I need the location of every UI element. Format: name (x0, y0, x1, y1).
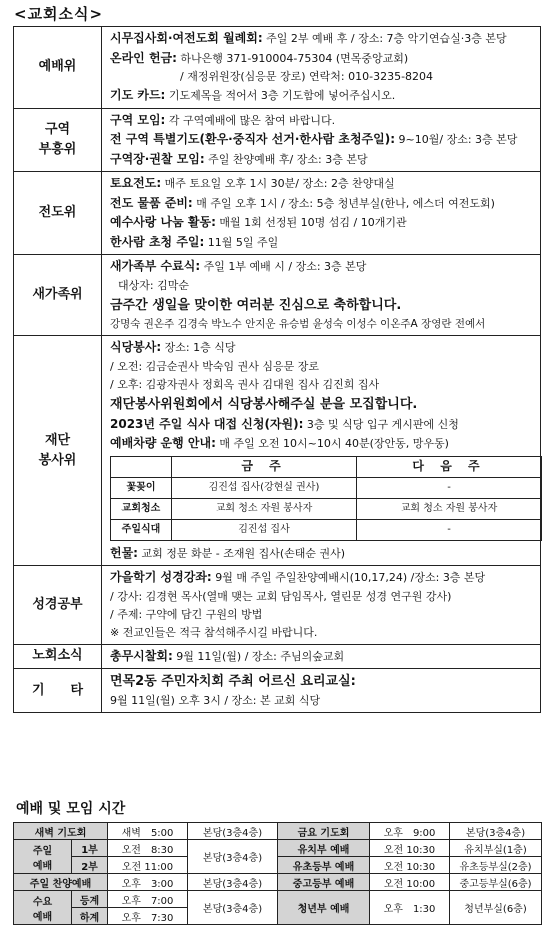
item-text: 9월 11일(월) 오후 3시 / 장소: 본 교회 식당 (110, 694, 321, 708)
item-text: 9월 매 주일 주일찬양예배시(10,17,24) /장소: 3층 본당 (211, 571, 486, 585)
category-label: 전도위 (14, 172, 102, 255)
service-time: 오전 11:00 (108, 857, 188, 874)
service-label-line: 수요 (32, 896, 53, 908)
service-label (14, 840, 72, 874)
category-label: 성경공부 (14, 566, 102, 644)
duty-table (110, 456, 542, 541)
duty-this: 교회 청소 자원 봉사자 (172, 498, 357, 519)
item-text: 장소: 1층 식당 (161, 341, 236, 355)
item-text: 매 주일 오전 10시~10시 40분(장안동, 망우동) (215, 437, 449, 451)
service-label: 중고등부 예배 (278, 874, 370, 891)
birthday-names: 강명숙 권온주 김경숙 박노수 안지운 유승범 윤성숙 이성수 이온주A 장영란 전예서 (110, 318, 486, 331)
birthday-heading: 금주간 생일을 맞이한 여러분 진심으로 축하합니다. (110, 297, 402, 313)
newfamily-content (102, 255, 541, 336)
service-sublabel: 하계 (72, 908, 108, 925)
item-text: / 오전: 김금순권사 박숙임 권사 심응문 장로 (110, 359, 320, 373)
evangelism-row (14, 172, 541, 255)
recruit-notice: 재단봉사위원회에서 식당봉사해주실 분을 모집합니다. (110, 396, 418, 412)
duty-label: 꽃꽂이 (111, 477, 172, 498)
service-place: 본당(3층4층) (188, 823, 278, 840)
service-label: 청년부 예배 (278, 891, 370, 925)
category-label-line: 부흥위 (38, 141, 77, 157)
duty-row (111, 477, 542, 498)
service-label-line: 주일 (32, 845, 53, 857)
item-title: 헌물: (110, 545, 138, 560)
service-time: 오후 1:30 (370, 891, 450, 925)
item-title: 구역장·권찰 모임: (110, 151, 205, 166)
duty-next: - (357, 519, 542, 540)
service-label: 금요 기도회 (278, 823, 370, 840)
item-title: 구역 모임: (110, 112, 166, 127)
item-title: 한사람 초청 주일: (110, 234, 205, 249)
service-place: 유치부실(1층) (450, 840, 542, 857)
service-place: 본당(3층4층) (188, 840, 278, 874)
item-text: 9~10월/ 장소: 3층 본당 (395, 133, 518, 147)
service-row (14, 823, 542, 840)
senior-content (102, 644, 541, 669)
item-title: 새가족부 수료식: (110, 259, 201, 274)
service-row (14, 874, 542, 891)
service-row (14, 857, 542, 874)
category-label-line: 재단 (44, 432, 71, 448)
service-time: 오후 3:00 (108, 874, 188, 891)
category-label: 예배위 (14, 27, 102, 109)
item-title: 온라인 헌금: (110, 50, 177, 65)
service-time: 오전 10:30 (370, 840, 450, 857)
page-title: <교회소식> (14, 5, 104, 23)
service-time: 오전 8:30 (108, 840, 188, 857)
category-label-line: 봉사위 (38, 452, 77, 468)
category-label-line: 구역 (44, 121, 71, 137)
duty-row (111, 519, 542, 540)
duty-header-row (111, 456, 542, 477)
item-text: 매주 토요일 오후 1시 30분/ 장소: 2층 찬양대실 (161, 177, 395, 191)
duty-next: 교회 청소 자원 봉사자 (357, 498, 542, 519)
worship-row (14, 27, 541, 109)
item-title: 면목2동 주민자치회 주최 어르신 요리교실: (110, 674, 356, 690)
category-label: 노회소식 (14, 644, 102, 669)
services-title: 예배 및 모임 시간 (16, 801, 126, 817)
item-text: 주일 찬양예배 후/ 장소: 3층 본당 (204, 152, 368, 166)
item-text: 매월 1회 선정된 10명 섬김 / 10개기관 (215, 216, 407, 230)
service-place: 청년부실(6층) (450, 891, 542, 925)
item-title: 2023년 주일 식사 대접 신청(자원): (110, 416, 304, 431)
service-label: 주일 찬양예배 (14, 874, 108, 891)
service-time: 오전 10:00 (370, 874, 450, 891)
item-title: 전도 물품 준비: (110, 195, 193, 210)
duty-label: 교회청소 (111, 498, 172, 519)
service-time: 오후 7:30 (108, 908, 188, 925)
item-text: 하나은행 371-910004-75304 (면목중앙교회) (176, 51, 409, 65)
service-place: 본당(3층4층) (450, 823, 542, 840)
duty-corner (111, 456, 172, 477)
item-text: ※ 전교인들은 적극 참석해주시길 바랍니다. (110, 625, 318, 639)
service-label: 유초등부 예배 (278, 857, 370, 874)
item-text: 9월 11일(월) / 장소: 주님의숲교회 (172, 649, 345, 663)
service-sublabel: 1부 (72, 840, 108, 857)
duty-this: 김진섭 집사(강현실 권사) (172, 477, 357, 498)
district-content (102, 108, 541, 172)
item-title: 예수사랑 나눔 활동: (110, 215, 216, 230)
item-title: 시무집사회·여전도회 월례회: (110, 31, 263, 45)
service-label: 유치부 예배 (278, 840, 370, 857)
item-text: 3층 및 식당 입구 게시판에 신청 (303, 417, 459, 431)
service-place: 중고등부실(6층) (450, 874, 542, 891)
service-row (14, 891, 542, 908)
service-label-line: 예배 (32, 911, 53, 923)
service-sublabel: 등계 (72, 891, 108, 908)
item-title: 예배차량 운행 안내: (110, 436, 216, 451)
item-text: / 오후: 김광자권사 정회옥 권사 김대원 집사 김진희 집사 (110, 377, 380, 391)
services-table (13, 822, 542, 925)
church-news-table (13, 26, 541, 713)
item-text: / 주제: 구약에 담긴 구원의 방법 (110, 607, 263, 621)
service-place: 본당(3층4층) (188, 874, 278, 891)
duty-row (111, 498, 542, 519)
service-label-line: 예배 (32, 860, 53, 872)
bible-row (14, 566, 541, 644)
item-text: 주일 2부 예배 후 / 장소: 7층 악기연습실·3층 본당 (262, 32, 507, 45)
item-title: 전 구역 특별기도(환우·중직자 선거·한사람 초청주일): (110, 132, 396, 147)
service-time: 오후 9:00 (370, 823, 450, 840)
item-text: 교회 정문 화분 - 조재원 집사(손태순 권사) (137, 546, 346, 560)
service-time: 오전 10:30 (370, 857, 450, 874)
senior-row (14, 644, 541, 669)
category-label (14, 336, 102, 566)
service-time: 오후 7:00 (108, 891, 188, 908)
service-sublabel: 2부 (72, 857, 108, 874)
bible-content (102, 566, 541, 644)
item-text: 주일 1부 예배 시 / 장소: 3층 본당 (200, 260, 367, 274)
evangelism-content (102, 172, 541, 255)
duty-label: 주일식대 (111, 519, 172, 540)
item-text: 매 주일 오후 1시 / 장소: 5층 청년부실(한나, 에스더 여전도회) (192, 196, 495, 210)
col-next-week: 다 음 주 (357, 456, 542, 477)
col-this-week: 금 주 (172, 456, 357, 477)
service-row (14, 840, 542, 857)
item-text: 기도제목을 적어서 3층 기도함에 넣어주십시오. (165, 89, 396, 103)
newfamily-row (14, 255, 541, 336)
district-row (14, 108, 541, 172)
item-title: 기도 카드: (110, 88, 166, 103)
item-title: 토요전도: (110, 176, 162, 191)
foundation-row (14, 336, 541, 566)
item-title: 가을학기 성경강좌: (110, 570, 212, 585)
service-label: 새벽 기도회 (14, 823, 108, 840)
worship-content (102, 27, 541, 109)
foundation-content (102, 336, 541, 566)
service-place: 유초등부실(2층) (450, 857, 542, 874)
item-title: 총무시찰회: (110, 648, 173, 663)
service-place: 본당(3층4층) (188, 891, 278, 925)
service-time: 새벽 5:00 (108, 823, 188, 840)
etc-content (102, 669, 541, 713)
duty-this: 김진섭 집사 (172, 519, 357, 540)
category-label: 기 타 (14, 669, 102, 713)
category-label (14, 108, 102, 172)
item-text: 11월 5일 주일 (204, 235, 279, 249)
item-text: / 강사: 김경현 목사(열매 맺는 교회 담임목사, 열린문 성경 연구원 강사) (110, 589, 452, 603)
duty-next: - (357, 477, 542, 498)
category-label: 새가족위 (14, 255, 102, 336)
service-label (14, 891, 72, 925)
etc-row (14, 669, 541, 713)
item-text: 각 구역예배에 많은 참여 바랍니다. (165, 113, 336, 127)
item-text: 대상자: 김막순 (118, 278, 189, 292)
item-text: / 재정위원장(심응문 장로) 연락처: 010-3235-8204 (180, 70, 434, 84)
item-title: 식당봉사: (110, 340, 162, 355)
